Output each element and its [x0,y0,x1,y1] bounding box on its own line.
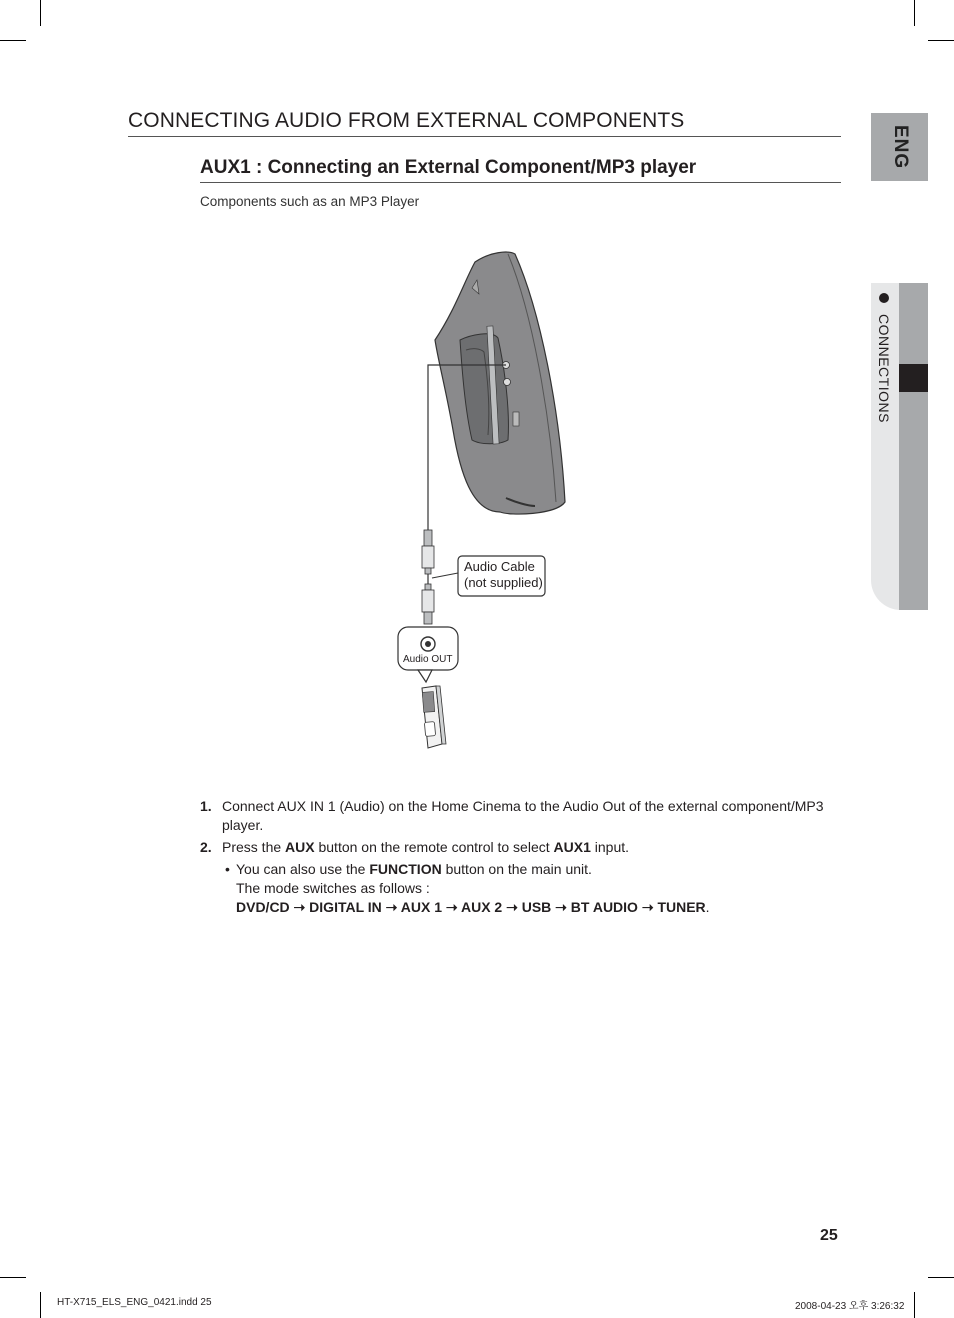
step-text: Connect AUX IN 1 (Audio) on the Home Cinema to the Audio Out of the external component/MP3 player. [222,798,824,833]
step-text: input. [590,839,630,855]
step-number: 1. [200,798,212,814]
step-text: Press the [222,839,286,855]
file-info: HT-X715_ELS_ENG_0421.indd 25 [57,1297,212,1308]
mode-sequence: DVD/CD ➝ DIGITAL IN ➝ AUX 1 ➝ AUX 2 ➝ USB ➝ BT AUDIO ➝ TUNER [236,899,706,915]
note-text: The mode switches as follows : [236,880,430,896]
section-tab-label: CONNECTIONS [876,314,892,423]
note-text: button on the main unit. [441,861,592,877]
step-2-note [222,860,840,917]
crop-mark [914,1292,915,1318]
connection-diagram [380,240,580,760]
step-2 [200,838,840,857]
crop-mark [928,40,954,41]
diagram-caption: Components such as an MP3 Player [200,194,420,209]
home-cinema-unit [435,252,565,514]
bullet-icon: • [225,861,230,877]
button-name-function: FUNCTION [369,861,442,877]
step-text: button on the remote control to select [314,839,554,855]
crop-mark [40,1292,41,1318]
button-name-aux: AUX [285,839,315,855]
language-tab-label: ENG [890,125,911,170]
language-tab [871,113,928,181]
step-number: 2. [200,839,212,855]
note-text: . [705,899,710,915]
note-text: You can also use the [236,861,370,877]
date-info: 2008-04-23 오후 3:26:32 [795,1301,905,1312]
audio-out-label: Audio OUT [403,654,453,665]
audio-cable-label: Audio Cable [464,559,535,574]
crop-mark [40,0,41,26]
input-name-aux1: AUX1 [553,839,591,855]
section-title: AUX1 : Connecting an External Component/MP3 player [200,156,841,183]
crop-mark [0,40,26,41]
page-title: CONNECTING AUDIO FROM EXTERNAL COMPONENTS [128,108,841,137]
section-bullet-icon [879,293,889,303]
step-1 [200,797,840,835]
mp3-player-icon [422,686,446,748]
instruction-steps [200,797,840,917]
section-tab-edge [899,283,928,610]
crop-mark [0,1277,26,1278]
audio-cable-note: (not supplied) [464,575,543,590]
crop-mark [928,1277,954,1278]
crop-mark [914,0,915,26]
section-tab-marker [899,364,928,392]
page-number: 25 [820,1227,838,1244]
